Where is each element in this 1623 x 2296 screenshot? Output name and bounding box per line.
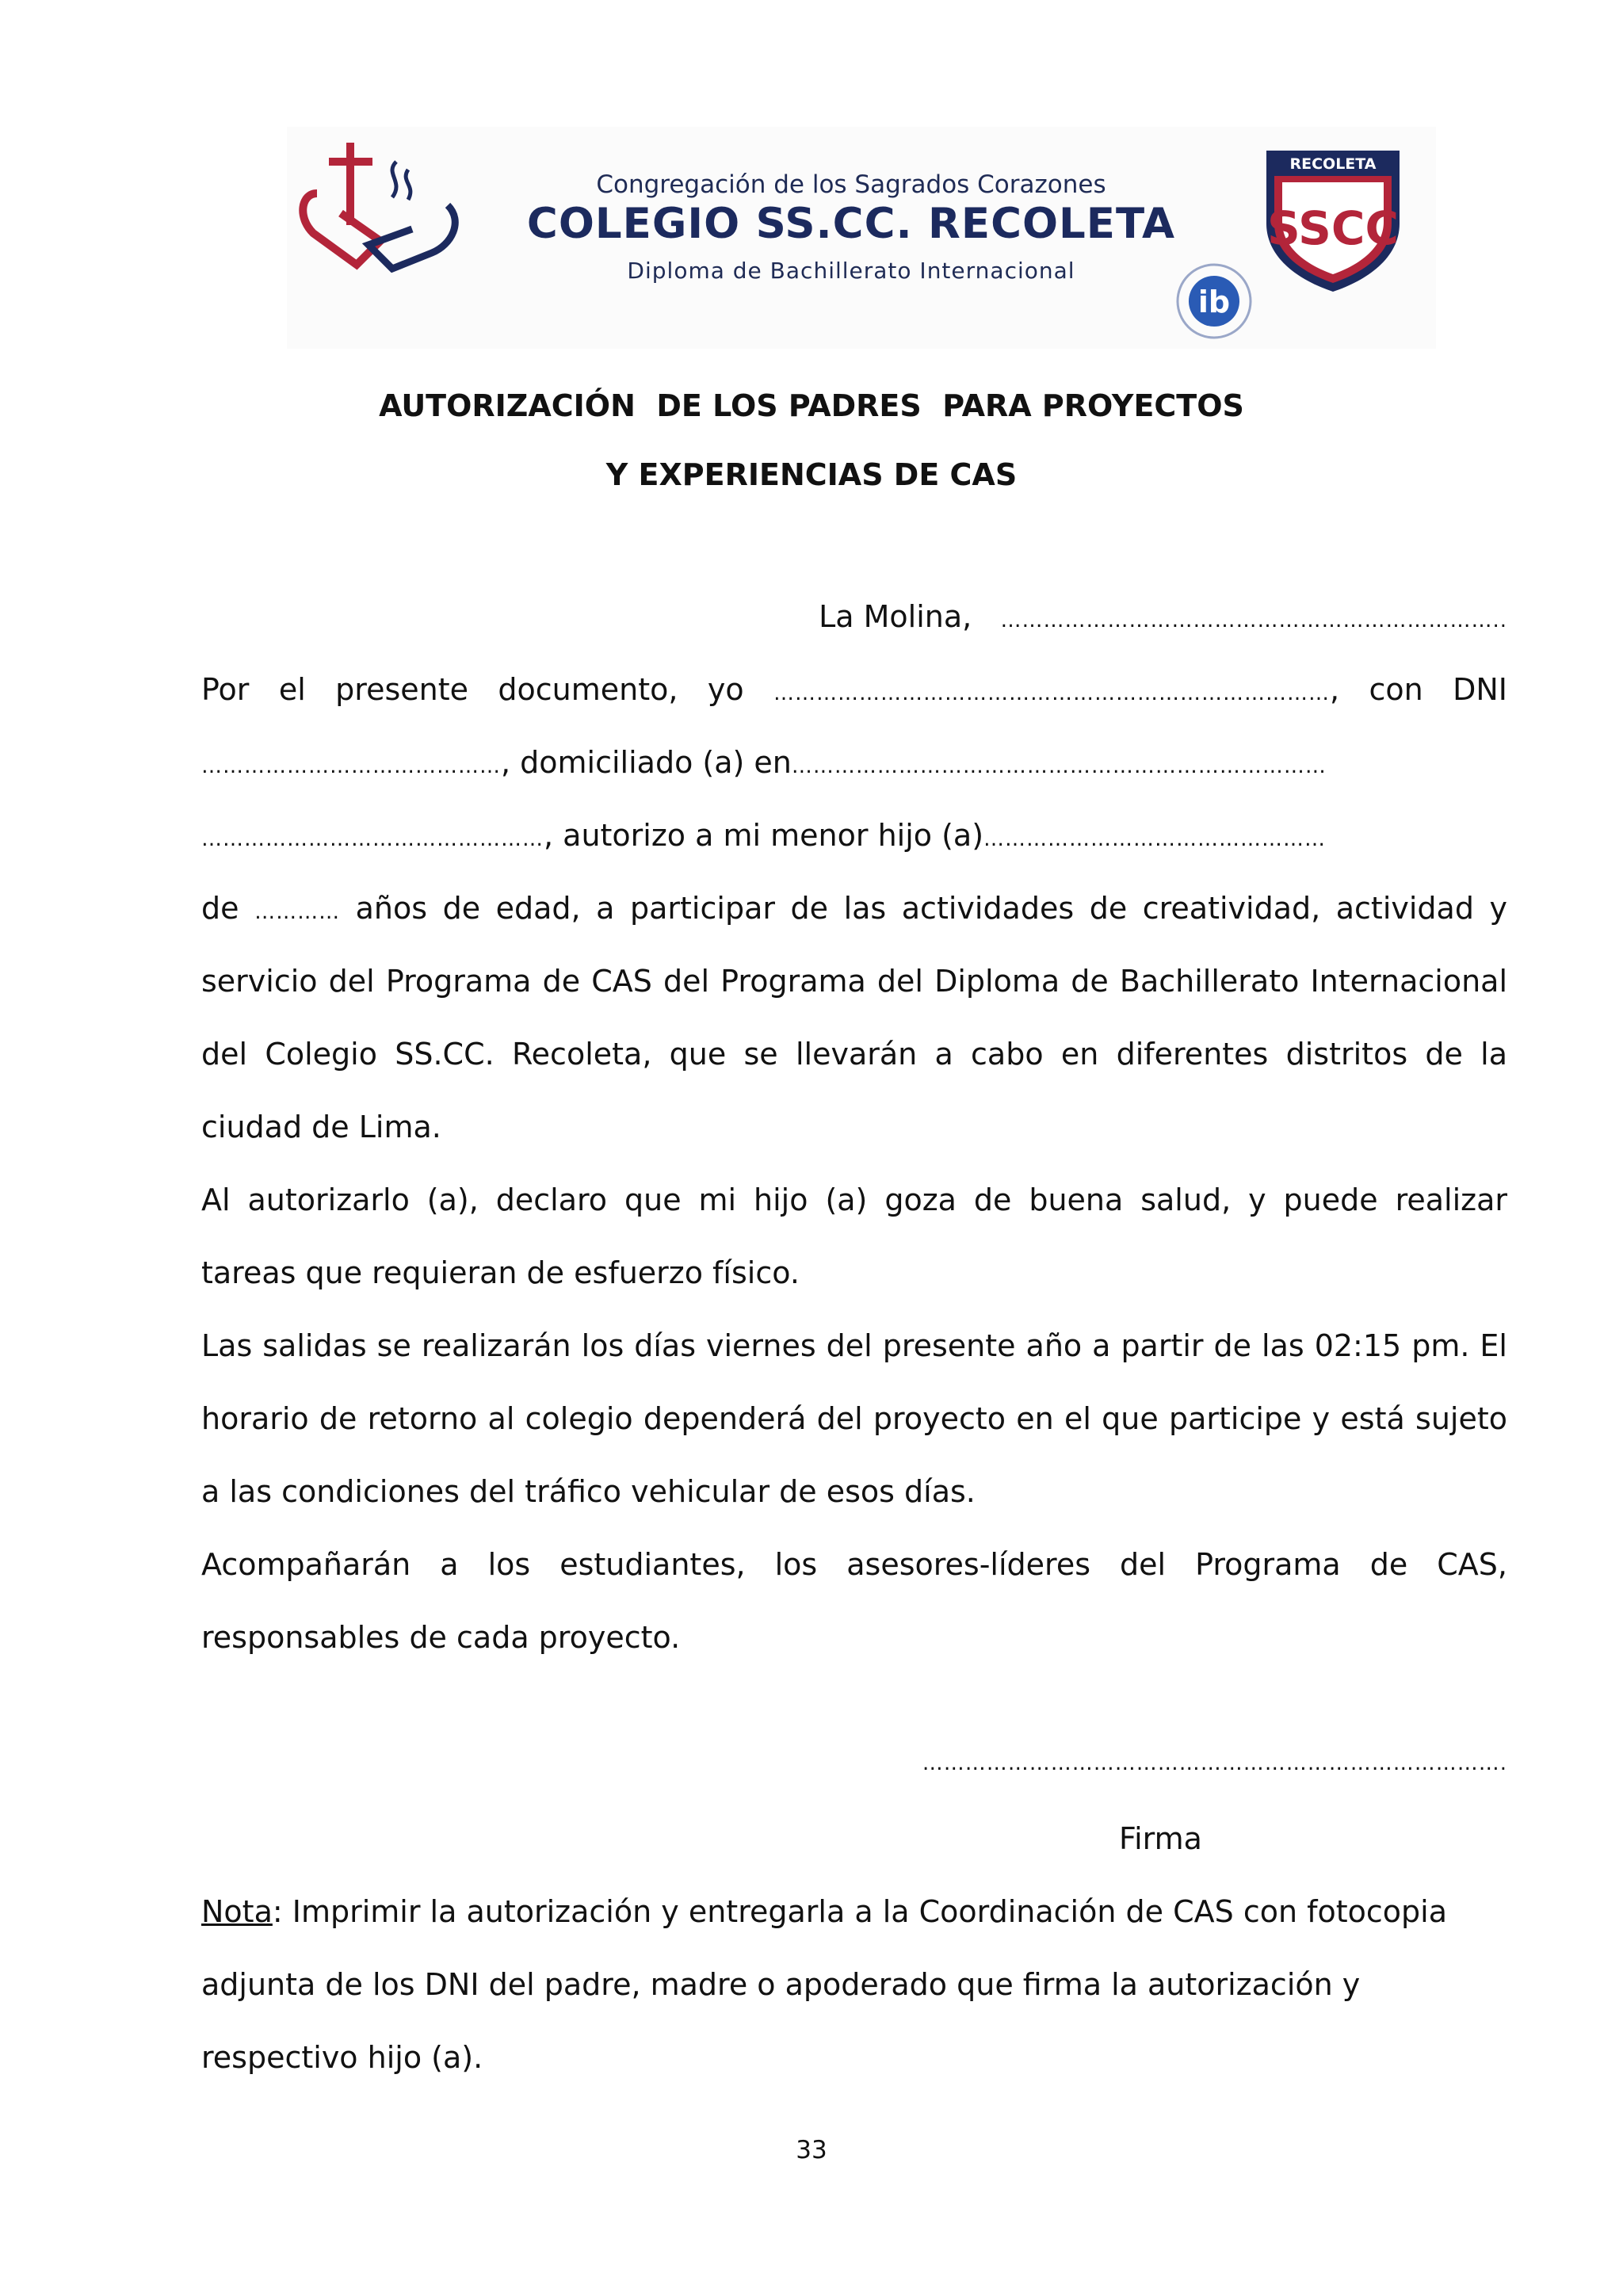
address-blank-2: ………………………………………… <box>201 827 544 851</box>
page-number: 33 <box>796 2136 827 2164</box>
body-line-6: del Colegio SS.CC. Recoleta, que se llevarán a cabo en diferentes distritos de la <box>201 1037 1507 1072</box>
note-line-3: respectivo hijo (a). <box>201 2040 483 2075</box>
body-line-9: tareas que requieran de esfuerzo físico. <box>201 1255 800 1290</box>
name-blank: …………………………………………………………………… <box>773 682 1330 705</box>
document-title-line-1: AUTORIZACIÓN DE LOS PADRES PARA PROYECTOS <box>379 388 1244 423</box>
date-blank: …………………………………………………………….. <box>1000 609 1507 632</box>
body-line-11: horario de retorno al colegio dependerá del proyecto en el que participe y está sujeto <box>201 1401 1507 1436</box>
body-line-1 <box>201 674 1507 709</box>
place-date-line <box>201 601 1507 636</box>
body-text: , domiciliado (a) en <box>501 745 792 780</box>
note-label: Nota <box>201 1894 273 1929</box>
child-name-blank: ………………………………………… <box>983 827 1327 851</box>
body-text: de <box>201 891 239 926</box>
body-line-7: ciudad de Lima. <box>201 1110 441 1144</box>
place-city: La Molina, <box>819 599 972 634</box>
body-text: , con DNI <box>1330 672 1507 707</box>
body-text: años de edad, a participar de las actividades de creatividad, actividad y <box>355 891 1507 926</box>
body-line-10: Las salidas se realizarán los días viernes del presente año a partir de las 02:15 pm. El <box>201 1328 1507 1363</box>
shield-label: RECOLETA <box>1289 155 1377 173</box>
document-title-line-2: Y EXPERIENCIAS DE CAS <box>605 457 1018 492</box>
dni-blank: …………………………………… <box>201 755 501 778</box>
note-line-2: adjunta de los DNI del padre, madre o apoderado que firma la autorización y <box>201 1967 1361 2002</box>
body-line-8: Al autorizarlo (a), declaro que mi hijo (a) goza de buena salud, y puede realizar <box>201 1182 1507 1217</box>
age-blank: ………… <box>254 900 341 924</box>
body-text: , autorizo a mi menor hijo (a) <box>544 818 984 853</box>
note-text: : Imprimir la autorización y entregarla a la Coordinación de CAS con fotocopia <box>272 1894 1448 1929</box>
body-line-3 <box>201 819 1507 855</box>
body-line-12: a las condiciones del tráfico vehicular de esos días. <box>201 1474 976 1509</box>
body-line-4 <box>201 892 1507 928</box>
recoleta-shield-logo <box>1263 147 1403 295</box>
signature-line <box>201 1744 1507 1779</box>
address-blank: ………………………………………………………………… <box>791 755 1327 778</box>
sacred-hearts-cross-logo <box>293 138 468 273</box>
signature-blank: ………………………………………………………………………. <box>922 1752 1507 1775</box>
signature-label: Firma <box>1119 1821 1202 1856</box>
ib-label: ib <box>1197 285 1231 319</box>
note-line-1 <box>201 1896 1507 1927</box>
body-text: Por el presente documento, yo <box>201 672 744 707</box>
body-line-13: Acompañarán a los estudiantes, los asesores-líderes del Programa de CAS, <box>201 1547 1507 1582</box>
congregation-name: Congregación de los Sagrados Corazones <box>596 170 1106 199</box>
body-line-5: servicio del Programa de CAS del Programa del Diploma de Bachillerato Internacional <box>201 964 1507 999</box>
ib-logo <box>1159 262 1270 341</box>
program-name: Diploma de Bachillerato Internacional <box>627 258 1075 284</box>
body-line-2 <box>201 747 1507 782</box>
body-line-14: responsables de cada proyecto. <box>201 1620 681 1655</box>
letterhead <box>287 127 1436 349</box>
school-name: COLEGIO SS.CC. RECOLETA <box>526 200 1176 248</box>
shield-letters: SSCC <box>1266 201 1400 255</box>
